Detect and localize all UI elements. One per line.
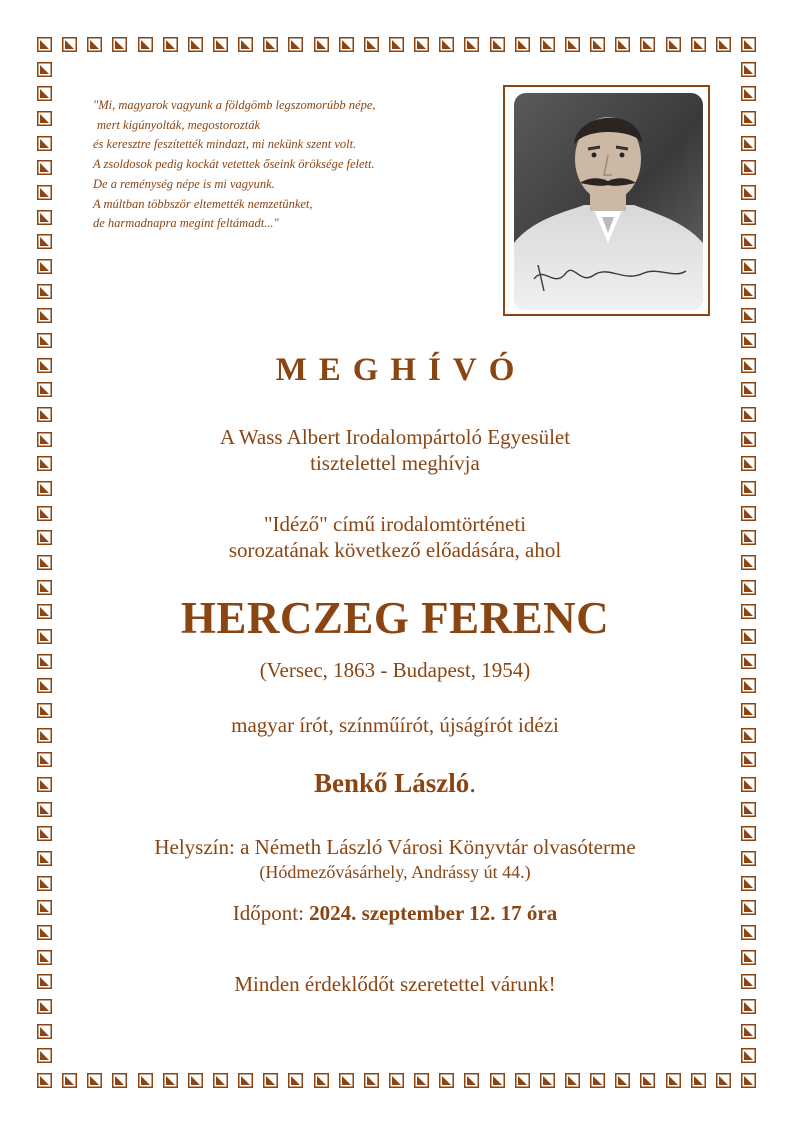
border-tile [742,186,756,200]
border-tile [38,753,52,767]
speaker [0,768,790,799]
border-tile [692,38,706,52]
border-tile [38,1025,52,1039]
speaker-name: Benkő László [313,768,470,798]
border-tile [440,1074,454,1088]
border-tile [566,1074,580,1088]
border-tile [465,1074,479,1088]
border-tile [415,1074,429,1088]
quote-line: "Mi, magyarok vagyunk a földgömb legszomorúbb népe, [93,98,376,112]
border-tile [742,309,756,323]
border-tile [38,186,52,200]
border-tile [38,408,52,422]
border-tile [315,1074,329,1088]
border-tile [164,1074,178,1088]
border-tile [315,38,329,52]
quote-line: de harmadnapra megint feltámadt..." [93,216,279,231]
border-tile [516,38,530,52]
border-tile [365,1074,379,1088]
venue-label: Helyszín: a Németh László Városi Könyvtár olvasóterme [154,835,636,859]
border-tile [38,211,52,225]
border-tile [214,1074,228,1088]
border-tile [239,38,253,52]
page-title: MEGHÍVÓ [275,352,527,388]
border-tile [38,161,52,175]
border-tile [38,926,52,940]
border-tile [139,1074,153,1088]
border-tile [38,334,52,348]
border-tile [63,38,77,52]
border-tile [742,211,756,225]
border-tile [340,1074,354,1088]
border-tile [113,1074,127,1088]
border-tile [88,38,102,52]
border-tile [289,38,303,52]
border-tile [189,1074,203,1088]
border-tile [38,1000,52,1014]
border-tile [742,112,756,126]
border-tile [38,951,52,965]
border-tile [264,38,278,52]
border-tile [38,38,52,52]
series-line-2: sorozatának következő előadására, ahol [228,538,562,562]
quote-line: A múltban többször eltemették nemzetünket, [93,196,313,211]
border-tile [38,260,52,274]
series-line-1: "Idéző" című irodalomtörténeti [263,512,527,536]
border-tile [38,1049,52,1063]
host-line-2: tisztelettel meghívja [310,451,480,475]
border-tile [38,235,52,249]
quote-line: és keresztre feszítették mindazt, mi nekünk szent volt. [93,137,357,152]
border-tile [38,137,52,151]
border-tile [38,803,52,817]
border-tile [390,38,404,52]
border-tile [113,38,127,52]
border-tile [742,803,756,817]
border-tile [616,1074,630,1088]
border-tile [415,38,429,52]
border-tile [742,260,756,274]
border-tile [742,408,756,422]
border-tile [516,1074,530,1088]
border-tile [491,1074,505,1088]
border-tile [340,38,354,52]
border-tile [742,87,756,101]
border-tile [440,38,454,52]
border-tile [139,38,153,52]
border-tile [38,63,52,77]
border-tile [742,753,756,767]
quote-line: mert kigúnyolták, megostorozták [97,117,261,132]
border-tile [742,1000,756,1014]
venue-address: (Hódmezővásárhely, Andrássy út 44.) [259,862,531,882]
border-tile [38,482,52,496]
border-tile [742,1074,756,1088]
border-tile [164,38,178,52]
border-tile [591,1074,605,1088]
border-tile [541,1074,555,1088]
border-tile [38,112,52,126]
border-tile [742,63,756,77]
border-tile [641,1074,655,1088]
border-tile [38,1074,52,1088]
border-tile [38,87,52,101]
border-tile [742,1049,756,1063]
host-line-1: A Wass Albert Irodalompártoló Egyesület [219,425,571,449]
border-tile [591,38,605,52]
border-tile [491,38,505,52]
border-tile [717,38,731,52]
border-tile [742,1025,756,1039]
quote-line: De a reménység népe is mi vagyunk. [93,176,275,191]
border-tile [742,137,756,151]
border-tile [390,1074,404,1088]
portrait-photo [514,93,703,310]
border-tile [541,38,555,52]
border-tile [566,38,580,52]
border-tile [616,38,630,52]
time-label: Időpont: [232,901,310,925]
quote-line: A zsoldosok pedig kockát vetettek őseink öröksége felett. [93,157,375,172]
event-time [0,900,790,926]
time-value: 2024. szeptember 12. 17 óra [309,901,558,925]
epigraph-quote [93,96,493,234]
border-tile [667,38,681,52]
border-tile [742,235,756,249]
border-tile [365,38,379,52]
speaker-punct: . [469,768,477,798]
border-tile [239,1074,253,1088]
border-tile [465,38,479,52]
border-tile [742,285,756,299]
border-tile [38,285,52,299]
border-tile [88,1074,102,1088]
border-tile [742,951,756,965]
border-tile [667,1074,681,1088]
border-tile [717,1074,731,1088]
subject-name: HERCZEG FERENC [180,593,610,643]
border-tile [742,482,756,496]
border-tile [189,38,203,52]
border-tile [264,1074,278,1088]
border-tile [641,38,655,52]
border-tile [63,1074,77,1088]
border-tile [742,334,756,348]
border-tile [214,38,228,52]
portrait-frame [503,85,710,316]
subject-life: (Versec, 1863 - Budapest, 1954) [259,658,531,682]
border-tile [289,1074,303,1088]
border-tile [742,38,756,52]
border-tile [38,309,52,323]
border-tile [742,161,756,175]
closing-text: Minden érdeklődőt szeretettel várunk! [234,972,556,996]
border-tile [742,926,756,940]
border-tile [692,1074,706,1088]
subject-description: magyar írót, színműírót, újságírót idézi [231,713,559,737]
